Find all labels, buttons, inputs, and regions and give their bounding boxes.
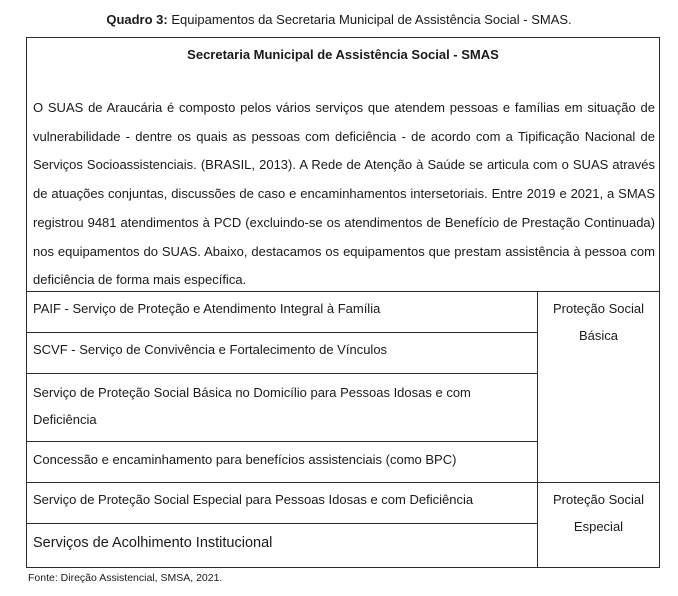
- table-row-acolhimento: Serviços de Acolhimento Institucional: [33, 535, 273, 551]
- services-column: [27, 292, 538, 567]
- table-row-beneficios: Concessão e encaminhamento para benefícios assistenciais (como BPC): [27, 442, 537, 483]
- table-caption: [0, 11, 678, 29]
- caption-text: Equipamentos da Secretaria Municipal de Assistência Social - SMAS.: [171, 12, 572, 27]
- protection-column: [538, 292, 659, 567]
- caption-label: Quadro 3:: [106, 12, 168, 27]
- table-header: Secretaria Municipal de Assistência Social - SMAS: [187, 47, 499, 62]
- source-note: Fonte: Direção Assistencial, SMSA, 2021.: [28, 572, 223, 584]
- intro-section: [27, 38, 659, 292]
- table-row-domicilio: Serviço de Proteção Social Básica no Domicílio para Pessoas Idosas e com Deficiência: [27, 374, 537, 442]
- group-basica: Proteção Social Básica: [538, 292, 659, 483]
- table-row-scvf: SCVF - Serviço de Convivência e Fortalecimento de Vínculos: [27, 333, 537, 374]
- services-table: [26, 37, 660, 568]
- group-especial: Proteção Social Especial: [552, 492, 645, 534]
- table-row-paif: PAIF - Serviço de Proteção e Atendimento Integral à Família: [27, 292, 537, 333]
- services-rows: [27, 292, 659, 567]
- intro-paragraph: O SUAS de Araucária é composto pelos vários serviços que atendem pessoas e famílias em situação de vulnerabilidade - dentre os quais as pessoas com deficiência - de acordo com a Tipificação Nacional de Serviços Socioassistenciais. (BRASIL, 2013). A Rede de Atenção à Saúde se articula com o SUAS através de atuações conjuntas, discussões de caso e encaminhamentos intersetoriais. Entre 2019 e 2021, a SMAS registrou 9481 atendimentos à PCD (excluindo-se os atendimentos de Benefício de Prestação Continuada) nos equipamentos do SUAS. Abaixo, destacamos os equipamentos que prestam assistência à pessoa com deficiência de forma mais específica.: [33, 100, 655, 288]
- table-row-especial: Serviço de Proteção Social Especial para Pessoas Idosas e com Deficiência: [27, 483, 537, 524]
